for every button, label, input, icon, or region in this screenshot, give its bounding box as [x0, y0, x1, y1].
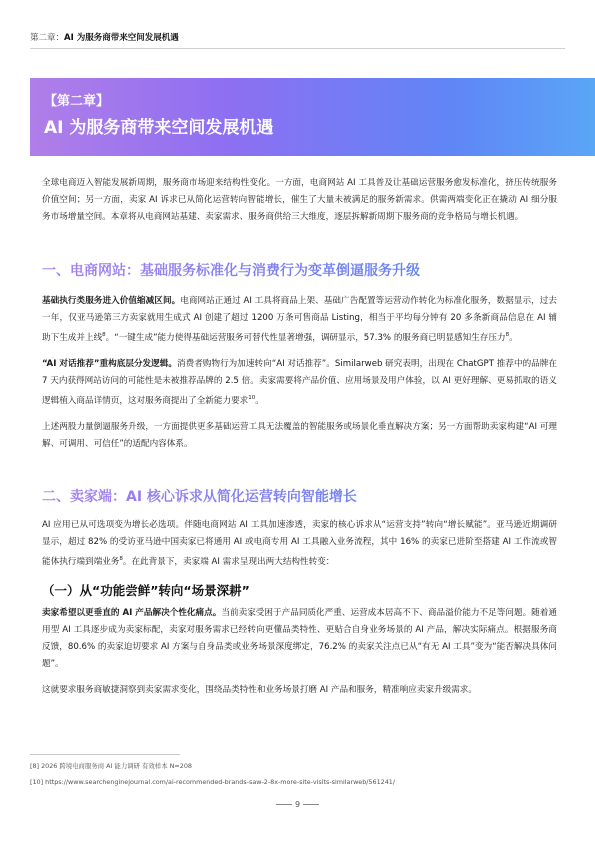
running-header-prefix: 第二章：	[30, 33, 65, 43]
chapter-title: AI 为服务商带来空间发展机遇	[44, 118, 274, 138]
page-number-dash-left	[276, 804, 292, 805]
section-1-body	[42, 293, 557, 453]
footnote-ref: 8	[119, 556, 123, 562]
section-1-p1-text-c: 。	[509, 332, 518, 343]
page-number-dash-right	[303, 804, 319, 805]
running-header-title: AI 为服务商带来空间发展机遇	[64, 33, 179, 43]
section-1-p2-text-b: 。	[255, 395, 264, 406]
section-1-heading-block	[42, 260, 557, 280]
section-2-p2-lead: 卖家希望以更垂直的 AI 产品解决个性化痛点。	[42, 607, 222, 618]
section-2-subheading: （一）从“功能尝鲜”转向“场景深耕”	[42, 582, 250, 598]
footnote-ref: 10	[248, 394, 256, 401]
section-1-paragraph-1	[42, 293, 557, 347]
section-1-p1-text-b: 。“一键生成”能力使得基础运营服务可替代性显著增强，调研显示，57.3% 的服务商已明显感知生存压力	[105, 332, 506, 343]
section-2-body	[42, 517, 557, 699]
footnote-ref: 8	[102, 332, 106, 338]
chapter-banner	[30, 78, 595, 156]
running-header	[30, 31, 179, 43]
section-1-paragraph-2	[42, 356, 557, 410]
section-1-p1-lead: 基础执行类服务进入价值缩减区间。	[42, 296, 181, 306]
footnote-8: [8] 2026 跨境电商服务商 AI 能力调研 有效样本 N=208	[30, 762, 192, 770]
section-1-p2-text-a: 消费者购物行为加速转向“AI 对话推荐”。Similarweb 研究表明，出现在 ChatGPT 推荐中的品牌在 7 天内获得网站访问的可能性是未被推荐品牌的 2.5 倍。卖家需要将产品价值、应用场景及用户体验，以 AI 更好理解、更易抓取的语义逻辑植入商品详情页，这对服务商提出了全新能力要求	[42, 358, 558, 406]
section-2-p1-text-a: AI 应用已从可选项变为增长必选项。伴随电商网站 AI 工具加速渗透，卖家的核心诉求从“运营支持”转向“增长赋能”。亚马逊近期调研显示，超过 82% 的受访亚马逊中国卖家已将通用 AI 或电商专用 AI 工具融入业务流程，其中 16% 的卖家已进阶至搭建 AI 工作流或智能体执行端到端业务	[42, 520, 557, 567]
intro-block	[42, 175, 557, 226]
intro-paragraph: 全球电商迈入智能发展新周期，服务商市场迎来结构性变化。一方面，电商网站 AI 工具普及让基础运营服务愈发标准化，挤压传统服务价值空间；另一方面，卖家 AI 诉求已从简化运营转向智能增长，催生了大量未被满足的服务新需求。供需两端变化正在撬动 AI 细分服务市场增量空间。本章将从电商网站基建、卖家需求、服务商供给三大维度，逐层拆解新周期下服务商的竞争格局与增长机遇。	[42, 178, 557, 222]
section-2-heading: 二、卖家端：AI 核心诉求从简化运营转向智能增长	[42, 486, 557, 506]
section-1-paragraph-3: 上述两股力量倒逼服务升级，一方面提供更多基础运营工具无法覆盖的智能服务或场景化垂直解决方案；另一方面帮助卖家构建“AI 可理解、可调用、可信任”的适配内容体系。	[42, 421, 557, 449]
section-2-heading-block	[42, 486, 557, 506]
page-number-value: 9	[294, 800, 301, 809]
section-1-p2-lead: “AI 对话推荐”重构底层分发逻辑。	[42, 358, 178, 369]
section-1-p1-text-a: 电商网站正通过 AI 工具将商品上架、基础广告配置等运营动作转化为标准化服务，数据显示，过去一年，仅亚马逊第三方卖家就用生成式 AI 创建了超过 1200 万条可售商品 Listing，相当于平均每分钟有 20 多条新商品信息在 AI 辅助下生成并上线	[42, 296, 557, 343]
chapter-label: 【第二章】	[44, 94, 110, 109]
section-2-paragraph-1	[42, 517, 557, 571]
header-divider	[30, 48, 565, 49]
footnote-divider	[30, 754, 180, 755]
page-number	[0, 800, 595, 809]
section-2-p1-text-b: 。在此背景下，卖家端 AI 需求呈现出两大结构性转变：	[122, 556, 335, 567]
section-2-paragraph-2	[42, 605, 557, 673]
section-2-p2-text-a: 当前卖家受困于产品同质化严重、运营成本居高不下、商品溢价能力不足等问题。随着通用型 AI 工具逐步成为卖家标配，卖家对服务需求已经转向更懂品类特性、更贴合自身业务场景的 AI 产品，解决实际痛点。根据服务商反馈，80.6% 的卖家迫切要求 AI 方案与自身品类或业务场景深度绑定，76.2% 的卖家关注点已从“有无 AI 工具”变为“能否解决具体问题”。	[42, 607, 557, 669]
footnote-ref: 8	[505, 332, 510, 338]
section-1-heading: 一、电商网站：基础服务标准化与消费行为变革倒逼服务升级	[42, 260, 557, 280]
footnote-10: [10] https://www.searchenginejournal.com/ai-recommended-brands-saw-2-8x-more-site-visits-similarweb/561241/	[30, 778, 395, 786]
section-2-paragraph-3: 这就要求服务商敏捷洞察到卖家需求变化，围绕品类特性和业务场景打磨 AI 产品和服务，精准响应卖家升级需求。	[42, 684, 477, 695]
